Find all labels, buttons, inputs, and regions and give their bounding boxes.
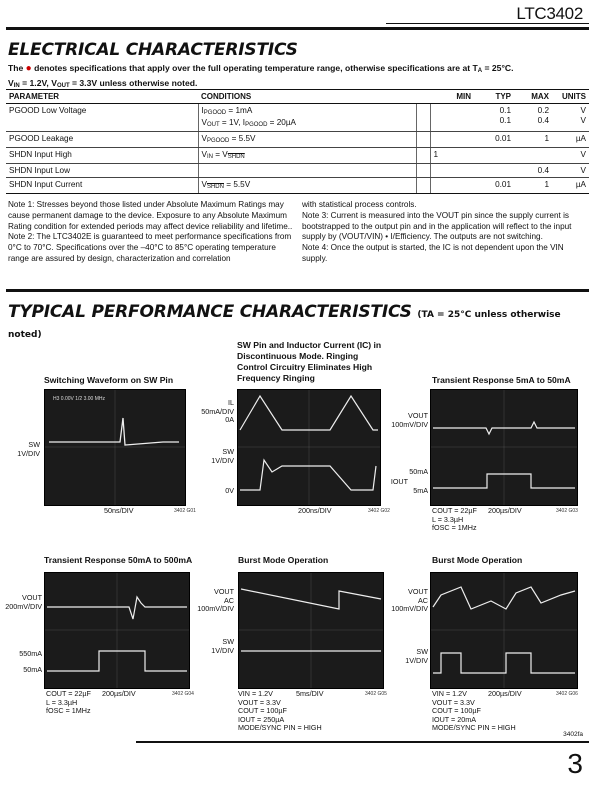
plot5-conditions: VIN = 1.2V VOUT = 3.3V COUT = 100µF IOUT = 250µA MODE/SYNC PIN = HIGH [238,689,322,732]
plot6-title: Burst Mode Operation [432,555,523,565]
col-max: MAX [514,90,552,104]
col-parameter: PARAMETER [6,90,198,104]
note-4: Note 4: Once the output is started, the IC is not dependent upon the VIN supply. [302,243,564,263]
plot4-waveform [45,573,189,688]
table-row [6,178,589,194]
tpc-title-text: TYPICAL PERFORMANCE CHARACTERISTICS [8,302,412,322]
plot2-id: 3402 G02 [368,508,390,514]
row-param: PGOOD Low Voltage [6,104,198,132]
plot4-scope [44,572,190,689]
plot5-id: 3402 G05 [365,691,387,697]
row-typ: 0.01 [474,178,514,194]
row-cond: $V_{IN} = V_{SHDN}$ [198,148,416,164]
bullet-dot-icon: ● [25,63,32,74]
plot3-ylabel-top: VOUT 100mV/DIV [391,411,428,429]
ec-intro-line1: The ● denotes specifications that apply over the full operating temperature range, otherwise specifications are at $T_A = 25^\circ C$. [8,63,514,74]
plot4-title: Transient Response 50mA to 500mA [44,555,193,565]
ec-intro-line2: $V_{IN} = 1.2V$, $V_{OUT} = 3.3V$ unless otherwise noted. [8,78,198,89]
plot5-ylabel-bottom: SW 1V/DIV [211,637,234,655]
plot3-xlabel: 200µs/DIV [488,506,522,515]
table-row [6,164,589,178]
plot1-ylabel: SW 1V/DIV [17,440,40,458]
plot5-ylabel-top: VOUT AC 100mV/DIV [197,587,234,613]
row-param: SHDN Input Low [6,164,198,178]
plot2-ylabels-bottom: SW 1V/DIV [211,447,234,465]
part-number: LTC3402 [516,4,583,23]
row-max: 1 [514,178,552,194]
plot3-ylabel-5ma: 5mA [413,486,428,495]
row-units: µA [552,132,589,148]
row-units: V [552,164,589,178]
plot6-waveform [431,573,577,688]
plot3-scope [430,389,578,506]
plot2-waveform [238,390,380,505]
page-number: 3 [567,748,583,779]
note-2-cont: with statistical process controls. [302,200,417,209]
notes-left [8,200,293,265]
row-units: V [552,148,589,164]
row-cond: $V_{SHDN} = 5.5V$ [198,178,416,194]
row-cond: $I_{PGOOD} = 1mA$ $V_{OUT} = 1V$, $I_{PGOOD} = 20\mu A$ [198,104,416,132]
row-units: V V [552,104,589,132]
footer-rule [136,741,589,743]
plot6-conditions: VIN = 1.2V VOUT = 3.3V COUT = 100µF IOUT = 20mA MODE/SYNC PIN = HIGH [432,689,516,732]
plot2-zero: 0V [225,486,234,495]
plot6-id: 3402 G06 [556,691,578,697]
ec-header-row [6,90,589,104]
row-param: PGOOD Leakage [6,132,198,148]
row-param: SHDN Input High [6,148,198,164]
row-typ: 0.01 [474,132,514,148]
tpc-title [8,302,597,342]
ec-intro [8,62,593,92]
tpc-subtitle: (TA = 25°C unless otherwise noted) [8,310,561,340]
row-max: 0.2 0.4 [514,104,552,132]
plot6-ylabel-top: VOUT AC 100mV/DIV [391,587,428,613]
row-param: SHDN Input Current [6,178,198,194]
plot4-ylabel-50: 50mA [23,665,42,674]
plot4-ylabel-top: VOUT 200mV/DIV [5,593,42,611]
plot2-ylabels-top: IL 50mA/DIV 0A [201,398,234,424]
plot4-xlabel: 200µs/DIV [102,689,136,698]
row-min: 1 [430,148,474,164]
row-max: 0.4 [514,164,552,178]
note-3: Note 3: Current is measured into the VOUT pin since the supply current is bootstrapped to the output pin and in the application will reflect to the input supply by (VOUT/VIN) • I/Efficiency. The outputs are not switching. [302,210,572,242]
plot6-ylabel-bottom: SW 1V/DIV [405,647,428,665]
plot6-xlabel: 200µs/DIV [488,689,522,698]
note-2: Note 2: The LTC3402E is guaranteed to meet performance specifications from 0°C to 70°C. Specifications over the –40°C to 85°C operating temperature range are assured by design, characterization and correlation [8,232,292,263]
plot4-ylabel-550: 550mA [19,649,42,658]
col-min: MIN [430,90,474,104]
col-units: UNITS [552,90,589,104]
plot1-waveform [45,390,185,505]
plot5-xlabel: 5ms/DIV [296,689,324,698]
col-conditions: CONDITIONS [198,90,416,104]
table-row [6,104,589,132]
plot1-readout: H3 0.00V 1/2 3.00 MHz [53,396,105,402]
plot5-waveform [239,573,383,688]
plot1-title: Switching Waveform on SW Pin [44,375,174,385]
plot3-conditions: COUT = 22µF L = 3.3µH fOSC = 1MHz [432,506,477,532]
plot5-title: Burst Mode Operation [238,555,329,565]
plot2-xlabel: 200ns/DIV [298,506,332,515]
row-units: µA [552,178,589,194]
plot3-title: Transient Response 5mA to 50mA [432,375,571,385]
plot5-scope [238,572,384,689]
plot1-xlabel: 50ns/DIV [104,506,134,515]
plot1-id: 3402 G01 [174,508,196,514]
row-max: 1 [514,132,552,148]
plot6-scope [430,572,578,689]
plot2-title: SW Pin and Inductor Current (IC) in Discontinuous Mode. Ringing Control Circuitry Eliminates High Frequency Ringing [237,340,382,383]
table-row [6,148,589,164]
notes-right [302,200,590,265]
section-rule [6,289,589,292]
plot3-ylabel-iout: IOUT [390,477,408,486]
row-typ: 0.1 0.1 [474,104,514,132]
plot3-waveform [431,390,577,505]
doc-number: 3402fa [563,731,583,738]
plot4-conditions: COUT = 22µF L = 3.3µH fOSC = 1MHz [46,689,91,715]
ec-title: ELECTRICAL CHARACTERISTICS [8,40,298,60]
plot4-id: 3402 G04 [172,691,194,697]
plot2-scope [237,389,381,506]
note-1: Note 1: Stresses beyond those listed under Absolute Maximum Ratings may cause permanent damage to the device. Exposure to any Absolute Maximum Rating condition for extended periods may affect device reliability and lifetime.. [8,200,293,231]
table-row [6,132,589,148]
plot3-ylabel-50ma: 50mA [409,467,428,476]
col-typ: TYP [474,90,514,104]
plot3-id: 3402 G03 [556,508,578,514]
row-cond: $V_{PGOOD} = 5.5V$ [198,132,416,148]
ec-table [6,89,589,194]
header-rule [6,27,589,30]
plot1-scope [44,389,186,506]
